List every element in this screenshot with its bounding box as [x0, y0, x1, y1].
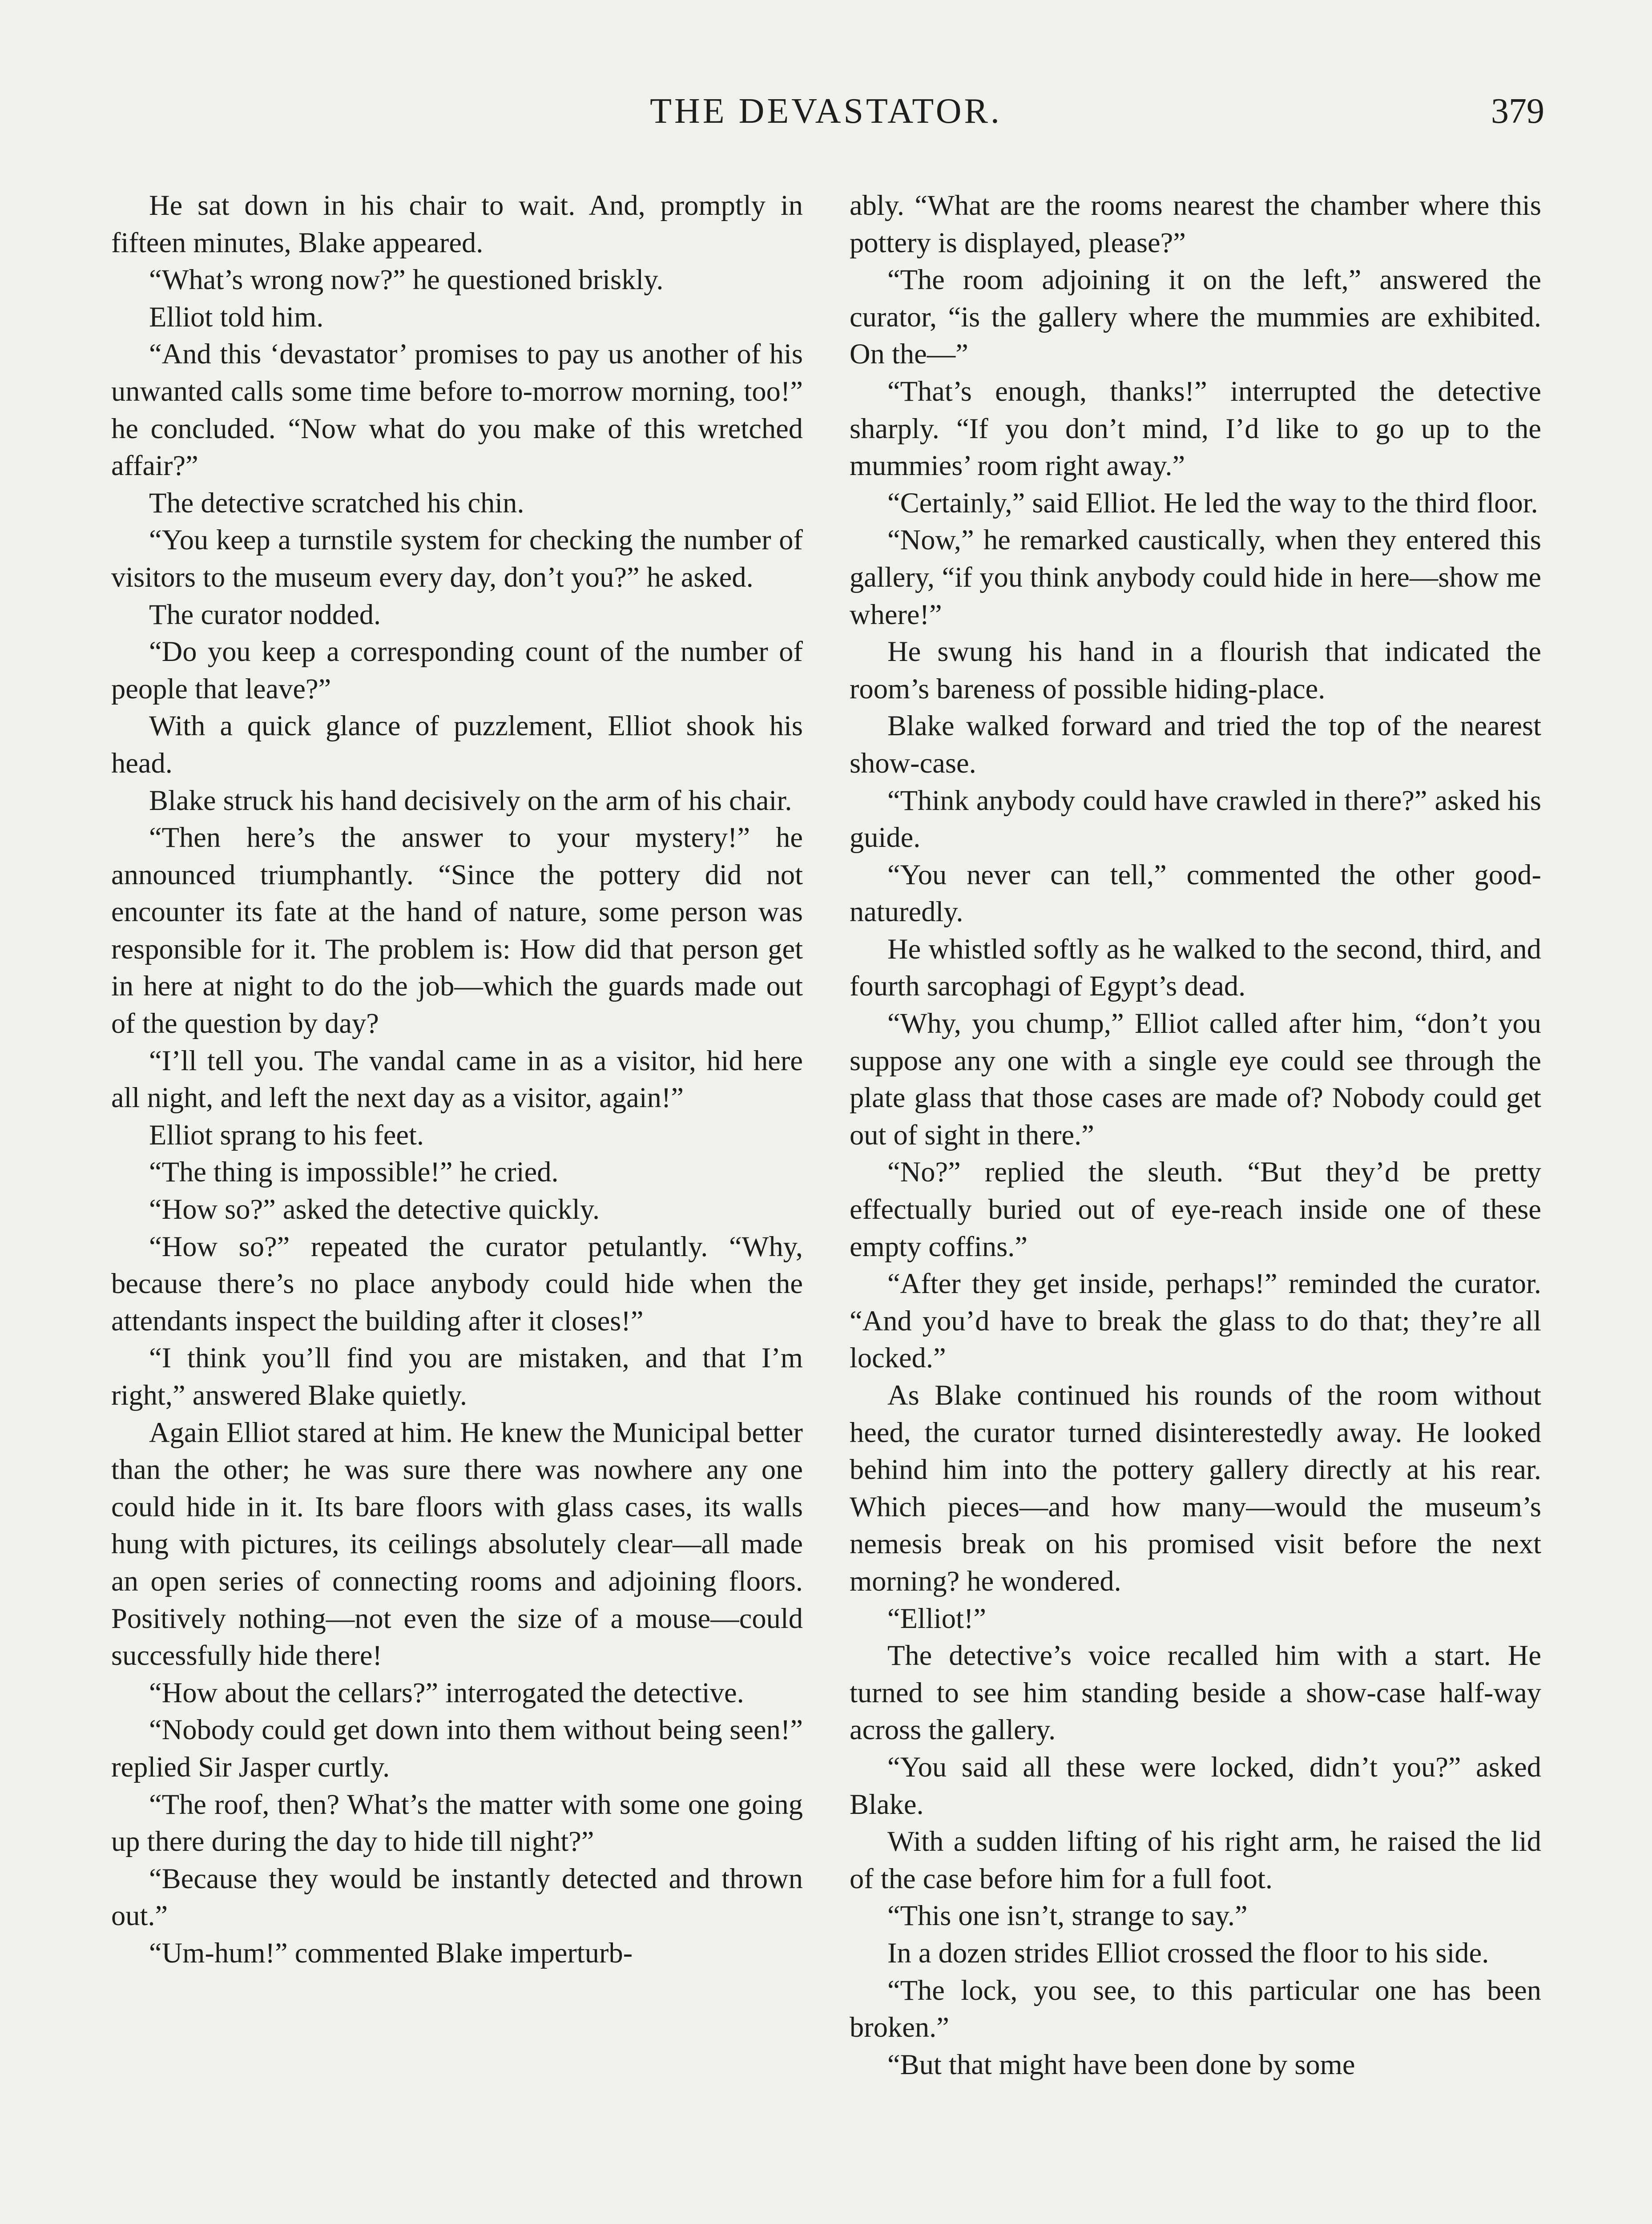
paragraph: “The roof, then? What’s the matter with some one going up there during the day to hide till night?”	[111, 1788, 803, 1857]
paragraph: “I think you’ll find you are mistaken, and that I’m right,” answered Blake quietly.	[111, 1342, 803, 1411]
page-number: 379	[1491, 92, 1544, 131]
paragraph: “Then here’s the answer to your mystery!” he announced triumphantly. “Since the pottery did not encounter its fate at the hand of nature, some person was responsible for it. The problem is: How did that person get in here at night to do the job—which the guards made out of the question by day?	[111, 822, 803, 1039]
paragraph: As Blake continued his rounds of the room without heed, the curator turned disinterestedly away. He looked behind him into the pottery gallery directly at his rear. Which pieces—and how many—would the museum’s nemesis break on his promised visit before the next morning? he wondered.	[850, 1379, 1541, 1597]
paragraph: The detective’s voice recalled him with a start. He turned to see him standing beside a show-case half-way across the gallery.	[850, 1640, 1541, 1746]
paragraph: “You keep a turnstile system for checking the number of visitors to the museum every day, don’t you?” he asked.	[111, 524, 803, 593]
paragraph: He swung his hand in a flourish that indicated the room’s bareness of possible hiding-place.	[850, 636, 1541, 705]
running-title: THE DEVASTATOR.	[650, 92, 1002, 131]
paragraph: “After they get inside, perhaps!” reminded the curator. “And you’d have to break the glass to do that; they’re all locked.”	[850, 1268, 1541, 1374]
paragraph: “What’s wrong now?” he questioned briskly.	[149, 264, 664, 296]
paragraph: “Do you keep a corresponding count of the number of people that leave?”	[111, 636, 803, 705]
paragraph: Elliot told him.	[149, 301, 324, 333]
paragraph: “No?” replied the sleuth. “But they’d be pretty effectually buried out of eye-reach inside one of these empty coffins.”	[850, 1156, 1541, 1262]
paragraph: Blake struck his hand decisively on the arm of his chair.	[149, 784, 792, 816]
paragraph: With a sudden lifting of his right arm, he raised the lid of the case before him for a full foot.	[850, 1825, 1541, 1894]
paragraph: The curator nodded.	[149, 598, 381, 630]
paragraph: In a dozen strides Elliot crossed the floor to his side.	[887, 1937, 1489, 1969]
paragraph: “Nobody could get down into them without being seen!” replied Sir Jasper curtly.	[111, 1714, 803, 1783]
paragraph: Blake walked forward and tried the top of the nearest show-case.	[850, 710, 1541, 779]
paragraph: He whistled softly as he walked to the second, third, and fourth sarcophagi of Egypt’s dead.	[850, 933, 1541, 1002]
paragraph: “How about the cellars?” interrogated the detective.	[149, 1676, 744, 1708]
left-text-column	[111, 187, 803, 1972]
paragraph: With a quick glance of puzzlement, Elliot shook his head.	[111, 710, 803, 779]
paragraph: “You said all these were locked, didn’t you?” asked Blake.	[850, 1751, 1541, 1820]
paragraph: “Certainly,” said Elliot. He led the way to the third floor.	[887, 487, 1538, 519]
paragraph: “The room adjoining it on the left,” answered the curator, “is the gallery where the mummies are exhibited. On the—”	[850, 264, 1541, 370]
paragraph: “How so?” repeated the curator petulantly. “Why, because there’s no place anybody could hide when the attendants inspect the building after it closes!”	[111, 1230, 803, 1337]
paragraph: “You never can tell,” commented the other good-naturedly.	[850, 858, 1541, 928]
paragraph: “Um-hum!” commented Blake imperturb-	[149, 1937, 633, 1969]
paragraph: “This one isn’t, strange to say.”	[887, 1900, 1248, 1932]
paragraph: “Because they would be instantly detected and thrown out.”	[111, 1862, 803, 1932]
paragraph: The detective scratched his chin.	[149, 487, 524, 519]
paragraph: “The lock, you see, to this particular one has been broken.”	[850, 1974, 1541, 2043]
paragraph: “Why, you chump,” Elliot called after him, “don’t you suppose any one with a single eye could see through the plate glass that those cases are made of? Nobody could get out of sight in there.”	[850, 1007, 1541, 1151]
paragraph: “That’s enough, thanks!” interrupted the detective sharply. “If you don’t mind, I’d like to go up to the mummies’ room right away.”	[850, 375, 1541, 482]
paragraph: “But that might have been done by some	[887, 2048, 1355, 2080]
paragraph: Again Elliot stared at him. He knew the Municipal better than the other; he was sure there was nowhere any one could hide in it. Its bare floors with glass cases, its walls hung with pictures, its ceilings absolutely clear—all made an open series of connecting rooms and adjoining floors. Positively nothing—not even the size of a mouse—could successfully hide there!	[111, 1416, 803, 1672]
paragraph: “I’ll tell you. The vandal came in as a visitor, hid here all night, and left the next day as a visitor, again!”	[111, 1044, 803, 1114]
paragraph: ably. “What are the rooms nearest the chamber where this pottery is displayed, please?”	[850, 189, 1541, 258]
paragraph: “How so?” asked the detective quickly.	[149, 1193, 600, 1225]
paragraph: Elliot sprang to his feet.	[149, 1119, 424, 1151]
right-text-column	[850, 187, 1541, 2083]
paragraph: He sat down in his chair to wait. And, promptly in fifteen minutes, Blake appeared.	[111, 189, 803, 258]
page-header	[0, 91, 1652, 145]
paragraph: “Think anybody could have crawled in there?” asked his guide.	[850, 784, 1541, 854]
paragraph: “And this ‘devastator’ promises to pay us another of his unwanted calls some time before to-morrow morning, too!” he concluded. “Now what do you make of this wretched affair?”	[111, 338, 803, 482]
paragraph: “Now,” he remarked caustically, when they entered this gallery, “if you think anybody could hide in here—show me where!”	[850, 524, 1541, 630]
paragraph: “Elliot!”	[887, 1602, 987, 1634]
paragraph: “The thing is impossible!” he cried.	[149, 1156, 559, 1188]
